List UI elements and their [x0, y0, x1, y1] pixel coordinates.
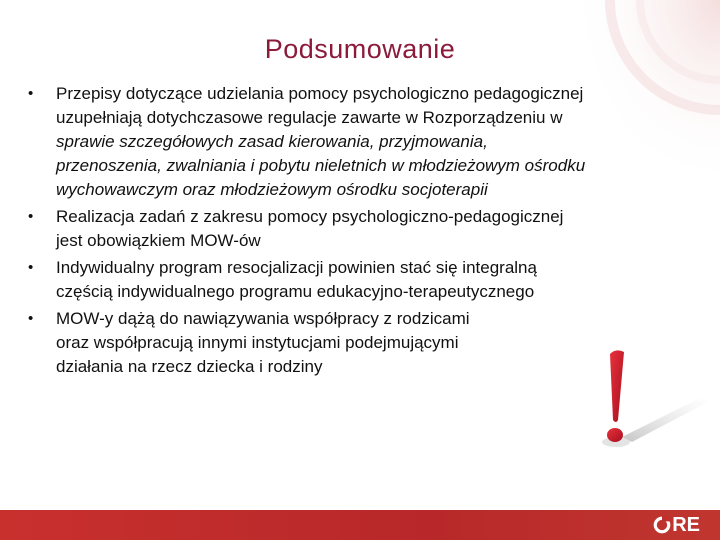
ore-logo: [653, 514, 700, 536]
bullet-line: Przepisy dotyczące udzielania pomocy psychologiczno pedagogicznej: [56, 84, 584, 103]
bullet-marker: •: [28, 208, 34, 225]
bullet-list: [26, 82, 696, 382]
ore-logo-o-icon: [653, 516, 671, 534]
exclamation-mark-icon: [592, 342, 712, 452]
bullet-text: [56, 82, 696, 202]
bullet-line: MOW-y dążą do nawiązywania współpracy z rodzicami: [56, 309, 470, 328]
bullet-marker: •: [28, 85, 34, 102]
bullet-line: jest obowiązkiem MOW-ów: [56, 231, 261, 250]
bullet-line-italic: przenoszenia, zwalniania i pobytu nieletnich w młodzieżowym ośrodku: [56, 156, 586, 175]
bullet-line-italic: sprawie szczegółowych zasad kierowania, przyjmowania,: [56, 132, 488, 151]
bullet-marker: •: [28, 259, 34, 276]
bullet-line: Realizacja zadań z zakresu pomocy psychologiczno-pedagogicznej: [56, 207, 564, 226]
bullet-line: oraz współpracują innymi instytucjami podejmującymi: [56, 333, 459, 352]
footer-bar: [0, 510, 720, 540]
bullet-item: [26, 205, 696, 253]
bullet-line: Indywidualny program resocjalizacji powinien stać się integralną: [56, 258, 537, 277]
bullet-line: częścią indywidualnego programu edukacyjno-terapeutycznego: [56, 282, 535, 301]
bullet-line-italic: wychowawczym oraz młodzieżowym ośrodku socjoterapii: [56, 180, 488, 199]
ore-logo-text: RE: [672, 514, 700, 536]
bullet-line: działania na rzecz dziecka i rodziny: [56, 357, 323, 376]
bullet-text: [56, 205, 696, 253]
bullet-text: [56, 256, 696, 304]
slide-title: Podsumowanie: [264, 34, 456, 64]
bullet-marker: •: [28, 310, 34, 327]
bullet-line: uzupełniają dotychczasowe regulacje zawarte w Rozporządzeniu w: [56, 108, 563, 127]
bullet-item: [26, 256, 696, 304]
bullet-item: [26, 82, 696, 202]
